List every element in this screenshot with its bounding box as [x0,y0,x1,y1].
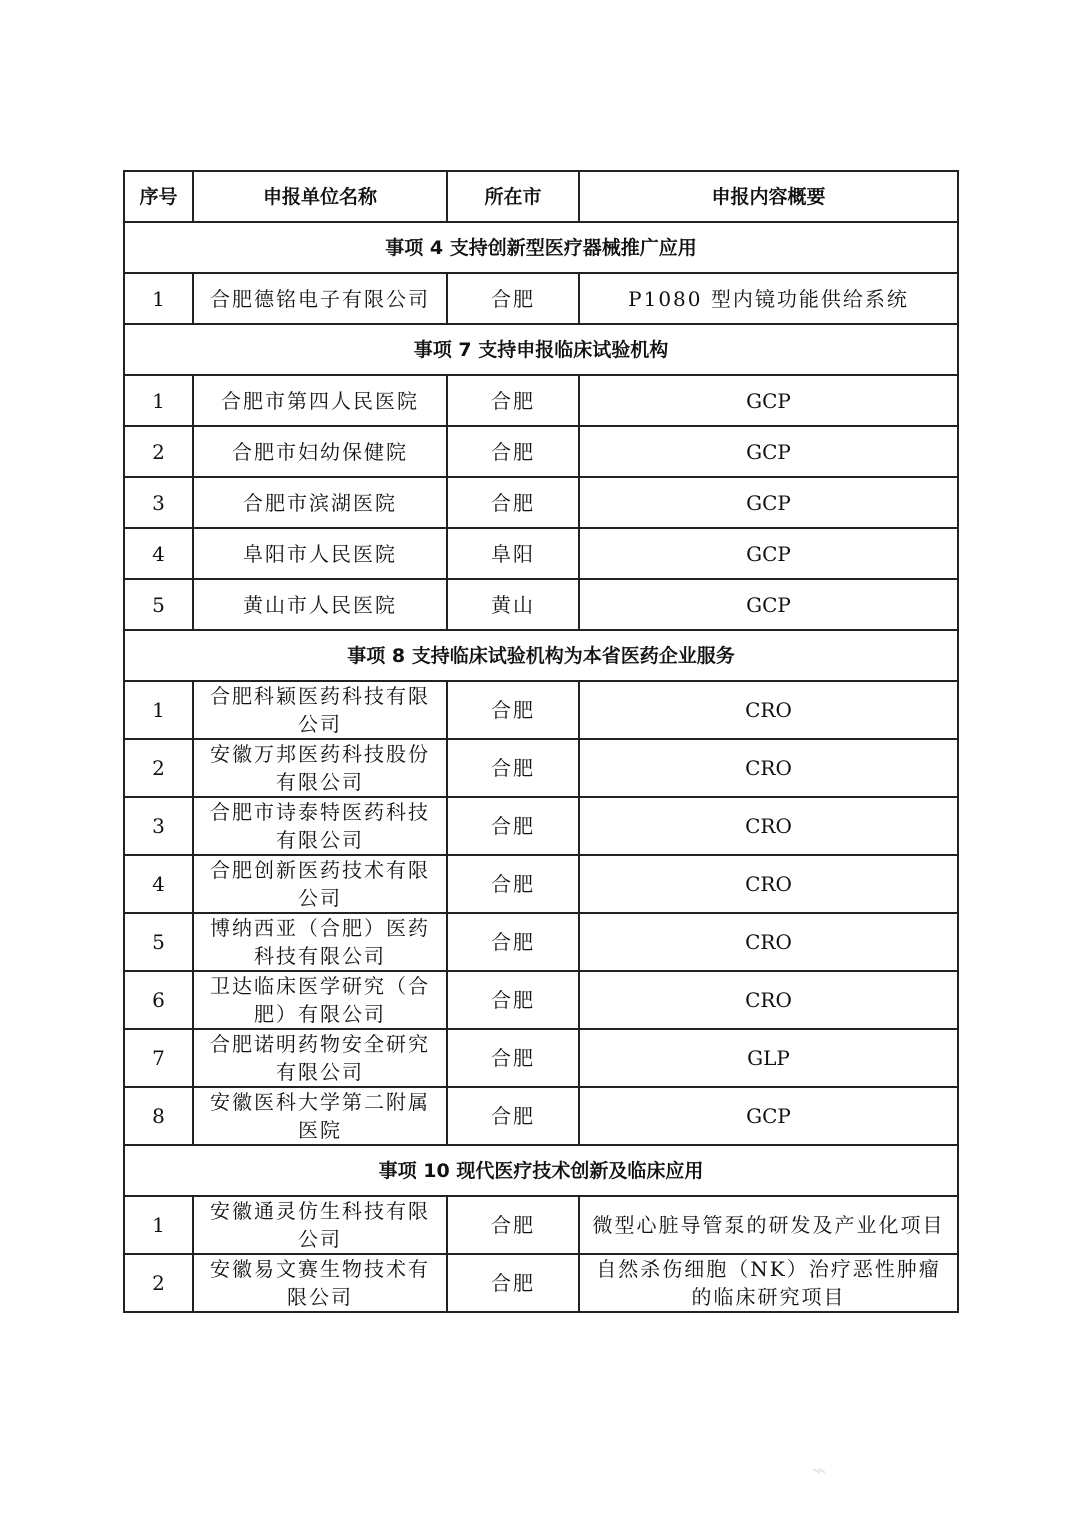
row-summary: CRO [579,855,958,913]
row-index: 5 [124,913,193,971]
row-unit: 合肥市第四人民医院 [193,375,447,426]
row-summary: CRO [579,913,958,971]
header-unit: 申报单位名称 [193,171,447,222]
row-summary: GCP [579,528,958,579]
row-summary: GCP [579,375,958,426]
table-row [124,579,958,630]
row-city: 合肥 [447,1087,579,1145]
row-summary: CRO [579,739,958,797]
row-unit: 合肥德铭电子有限公司 [193,273,447,324]
row-summary: P1080 型内镜功能供给系统 [579,273,958,324]
table-row [124,797,958,855]
header-index: 序号 [124,171,193,222]
section-header-row [124,324,958,375]
row-index: 4 [124,855,193,913]
row-city: 合肥 [447,1254,579,1312]
row-unit: 合肥科颖医药科技有限公司 [193,681,447,739]
row-index: 2 [124,1254,193,1312]
row-unit: 合肥市滨湖医院 [193,477,447,528]
table-row [124,273,958,324]
row-city: 合肥 [447,426,579,477]
row-summary: GCP [579,579,958,630]
section-title: 事项 4 支持创新型医疗器械推广应用 [124,222,958,273]
row-city: 合肥 [447,739,579,797]
table-row [124,971,958,1029]
section-header-row [124,1145,958,1196]
row-summary: 微型心脏导管泵的研发及产业化项目 [579,1196,958,1254]
row-index: 2 [124,426,193,477]
row-summary: CRO [579,971,958,1029]
row-summary: CRO [579,681,958,739]
row-city: 阜阳 [447,528,579,579]
row-unit: 博纳西亚（合肥）医药科技有限公司 [193,913,447,971]
row-unit: 安徽易文赛生物技术有限公司 [193,1254,447,1312]
table-row [124,1087,958,1145]
row-index: 1 [124,1196,193,1254]
table-row [124,913,958,971]
row-city: 合肥 [447,855,579,913]
watermark-icon: ⌁ [812,1456,827,1484]
row-summary: GCP [579,477,958,528]
table-row [124,477,958,528]
section-header-row [124,630,958,681]
row-summary: CRO [579,797,958,855]
row-city: 合肥 [447,1029,579,1087]
table-row [124,528,958,579]
row-unit: 合肥创新医药技术有限公司 [193,855,447,913]
row-city: 合肥 [447,375,579,426]
row-unit: 安徽医科大学第二附属医院 [193,1087,447,1145]
row-unit: 合肥诺明药物安全研究有限公司 [193,1029,447,1087]
row-city: 合肥 [447,273,579,324]
row-unit: 黄山市人民医院 [193,579,447,630]
row-index: 7 [124,1029,193,1087]
row-index: 3 [124,797,193,855]
row-city: 黄山 [447,579,579,630]
row-city: 合肥 [447,797,579,855]
table-row [124,1196,958,1254]
row-unit: 安徽万邦医药科技股份有限公司 [193,739,447,797]
row-city: 合肥 [447,971,579,1029]
row-index: 1 [124,681,193,739]
table-row [124,375,958,426]
row-summary: GLP [579,1029,958,1087]
row-city: 合肥 [447,681,579,739]
table-row [124,426,958,477]
row-index: 1 [124,375,193,426]
row-index: 6 [124,971,193,1029]
section-title: 事项 8 支持临床试验机构为本省医药企业服务 [124,630,958,681]
table-row [124,855,958,913]
row-unit: 合肥市妇幼保健院 [193,426,447,477]
row-unit: 阜阳市人民医院 [193,528,447,579]
row-index: 5 [124,579,193,630]
row-city: 合肥 [447,477,579,528]
table-row [124,681,958,739]
row-summary: 自然杀伤细胞（NK）治疗恶性肿瘤的临床研究项目 [579,1254,958,1312]
table-row [124,1254,958,1312]
section-title: 事项 7 支持申报临床试验机构 [124,324,958,375]
row-index: 2 [124,739,193,797]
table-row [124,1029,958,1087]
row-unit: 卫达临床医学研究（合肥）有限公司 [193,971,447,1029]
row-summary: GCP [579,1087,958,1145]
section-header-row [124,222,958,273]
row-city: 合肥 [447,1196,579,1254]
declaration-table [123,170,959,1313]
row-unit: 安徽通灵仿生科技有限公司 [193,1196,447,1254]
header-city: 所在市 [447,171,579,222]
table-header-row [124,171,958,222]
row-index: 3 [124,477,193,528]
table-row [124,739,958,797]
header-summary: 申报内容概要 [579,171,958,222]
row-unit: 合肥市诗泰特医药科技有限公司 [193,797,447,855]
row-city: 合肥 [447,913,579,971]
row-index: 1 [124,273,193,324]
section-title: 事项 10 现代医疗技术创新及临床应用 [124,1145,958,1196]
row-index: 8 [124,1087,193,1145]
row-index: 4 [124,528,193,579]
row-summary: GCP [579,426,958,477]
